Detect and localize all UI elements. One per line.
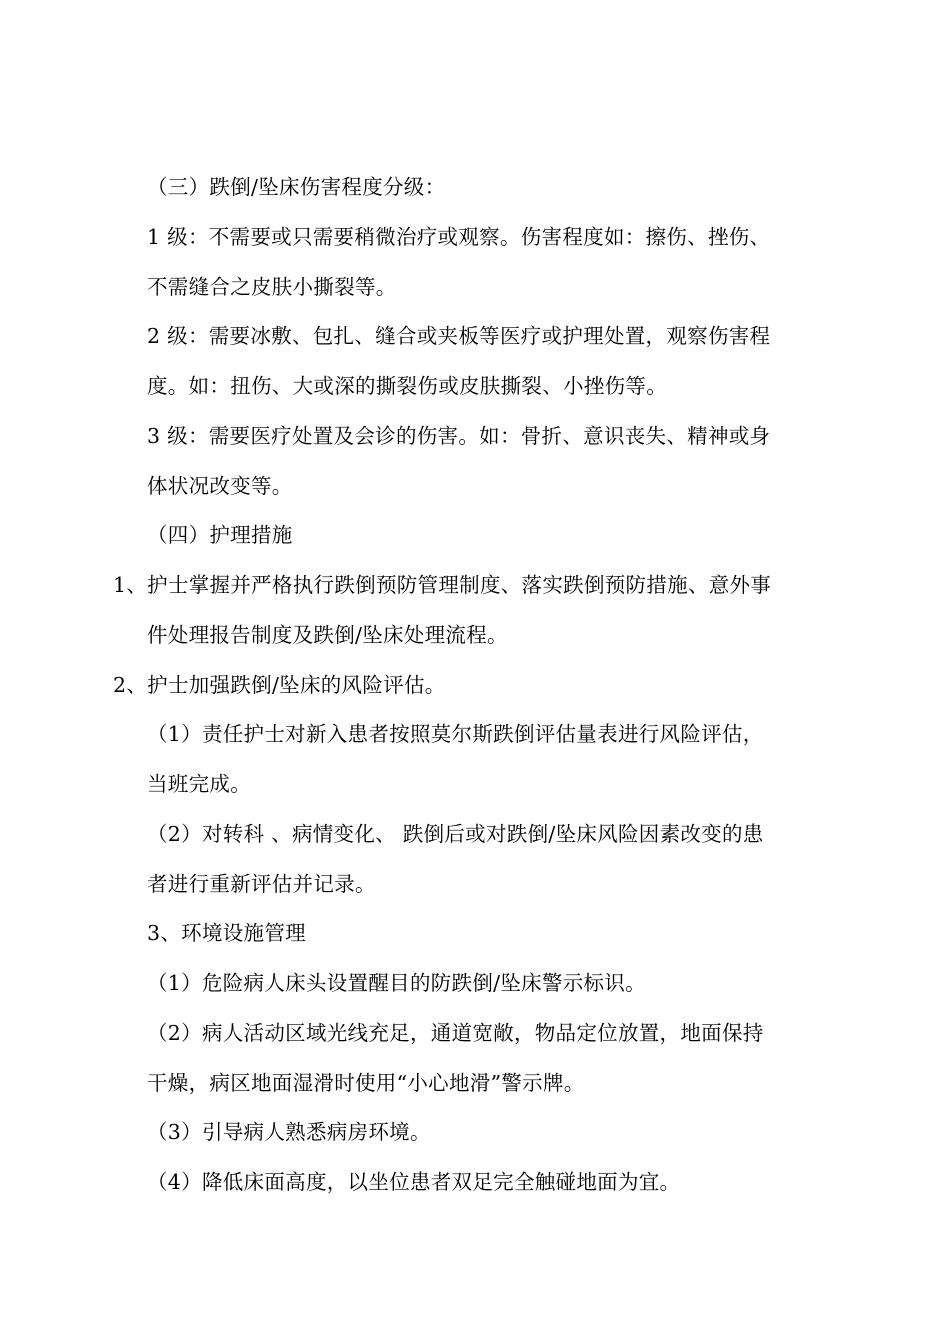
section-4-heading: （四）护理措施 bbox=[147, 523, 293, 547]
item-3-sub-3-text: （3）引导病人熟悉病房环境。 bbox=[147, 1120, 431, 1144]
item-2-sub-2-text: （2）对转科 、病情变化、 跌倒后或对跌倒/坠床风险因素改变的患 bbox=[147, 822, 764, 846]
item-3-sub-2-text: （2）病人活动区域光线充足，通道宽敞，物品定位放置，地面保持 bbox=[147, 1021, 764, 1045]
section-3-heading: （三）跌倒/坠床伤害程度分级： bbox=[147, 175, 446, 199]
item-2-text: 2、护士加强跌倒/坠床的风险评估。 bbox=[113, 673, 446, 697]
item-3-sub-1-text: （1）危险病人床头设置醒目的防跌倒/坠床警示标识。 bbox=[147, 971, 646, 995]
item-2-sub-1-text-cont: 当班完成。 bbox=[147, 772, 251, 796]
item-1-text-cont: 件处理报告制度及跌倒/坠床处理流程。 bbox=[147, 623, 508, 647]
level-3-text-cont: 体状况改变等。 bbox=[147, 474, 293, 498]
item-2-sub-2-text-cont: 者进行重新评估并记录。 bbox=[147, 872, 376, 896]
level-2-text-cont: 度。如：扭伤、大或深的撕裂伤或皮肤撕裂、小挫伤等。 bbox=[147, 374, 667, 398]
item-2-sub-1-text: （1）责任护士对新入患者按照莫尔斯跌倒评估量表进行风险评估， bbox=[147, 722, 764, 746]
level-1-text-cont: 不需缝合之皮肤小撕裂等。 bbox=[147, 275, 397, 299]
item-3-sub-4-text: （4）降低床面高度，以坐位患者双足完全触碰地面为宜。 bbox=[147, 1170, 681, 1194]
item-3-sub-2-text-cont: 干燥，病区地面湿滑时使用“小心地滑”警示牌。 bbox=[147, 1071, 585, 1095]
item-3-text: 3、环境设施管理 bbox=[147, 921, 306, 945]
item-1-text: 1、护士掌握并严格执行跌倒预防管理制度、落实跌倒预防措施、意外事 bbox=[113, 573, 772, 597]
level-3-text: 3 级：需要医疗处置及会诊的伤害。如：骨折、意识丧失、精神或身 bbox=[147, 424, 771, 448]
level-1-text: 1 级：不需要或只需要稍微治疗或观察。伤害程度如：擦伤、挫伤、 bbox=[147, 225, 771, 249]
level-2-text: 2 级：需要冰敷、包扎、缝合或夹板等医疗或护理处置，观察伤害程 bbox=[147, 324, 771, 348]
